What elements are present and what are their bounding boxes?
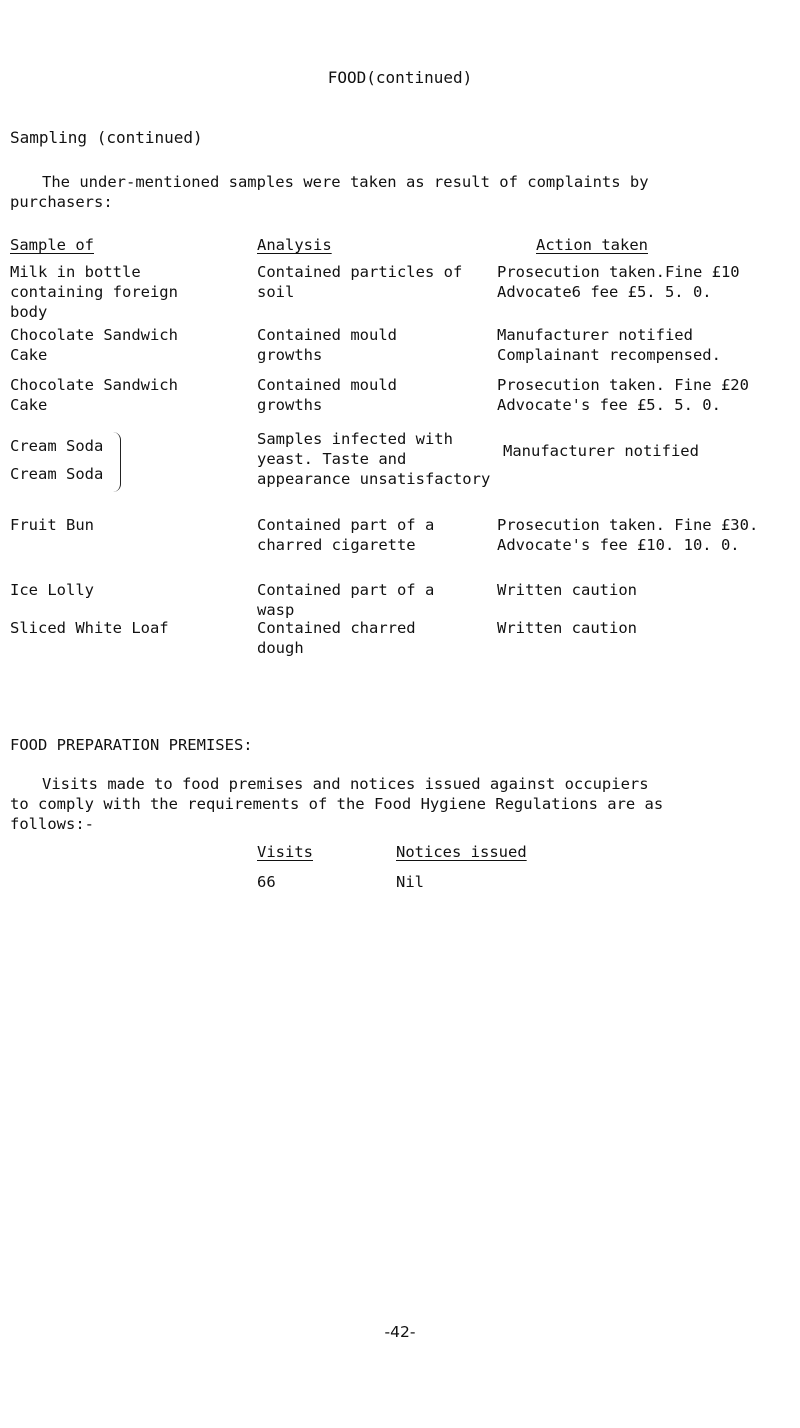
action-cell: Manufacturer notified	[503, 442, 699, 460]
sample-cell: Ice Lolly	[10, 581, 94, 599]
page-header: FOOD(continued)	[327, 68, 473, 87]
bracket	[112, 432, 121, 492]
visits-value: 66	[257, 873, 276, 891]
sample-cell: Chocolate Sandwich Cake	[10, 376, 178, 414]
visits-header: Visits	[257, 843, 313, 861]
action-cell: Written caution	[497, 619, 637, 637]
analysis-cell: Contained mould growths	[257, 326, 397, 364]
action-cell: Written caution	[497, 581, 637, 599]
sample-cell: Chocolate Sandwich Cake	[10, 326, 178, 364]
notices-header: Notices issued	[396, 843, 527, 861]
analysis-cell: Contained charred dough	[257, 619, 416, 657]
col-header-sample: Sample of	[10, 236, 94, 254]
premises-para-line-3: follows:-	[10, 815, 94, 833]
intro-line-2: purchasers:	[10, 193, 113, 211]
analysis-cell: Contained part of a wasp	[257, 581, 435, 619]
premises-para-line-1: Visits made to food premises and notices issued against occupiers	[42, 775, 649, 793]
analysis-cell: Contained part of a charred cigarette	[257, 516, 435, 554]
analysis-cell: Samples infected with yeast. Taste and appearance unsatisfactory	[257, 430, 491, 488]
notices-value: Nil	[396, 873, 424, 891]
section-heading-premises: FOOD PREPARATION PREMISES:	[10, 736, 253, 754]
action-cell: Prosecution taken. Fine £20 Advocate's fee £5. 5. 0.	[497, 376, 749, 414]
analysis-cell: Contained mould growths	[257, 376, 397, 414]
sample-cell: Milk in bottle containing foreign body	[10, 263, 178, 321]
page-number: -42-	[384, 1323, 416, 1341]
action-cell: Prosecution taken.Fine £10 Advocate6 fee £5. 5. 0.	[497, 263, 740, 301]
sample-cell: Sliced White Loaf	[10, 619, 169, 637]
sample-cell: Fruit Bun	[10, 516, 94, 534]
action-cell: Manufacturer notified Complainant recompensed.	[497, 326, 721, 364]
intro-line-1: The under-mentioned samples were taken as result of complaints by	[42, 173, 649, 191]
premises-para-line-2: to comply with the requirements of the Food Hygiene Regulations are as	[10, 795, 664, 813]
col-header-analysis: Analysis	[257, 236, 332, 254]
section-heading-sampling: Sampling (continued)	[10, 128, 203, 147]
sample-cell: Cream Soda Cream Soda	[10, 437, 104, 483]
action-cell: Prosecution taken. Fine £30. Advocate's fee £10. 10. 0.	[497, 516, 759, 554]
col-header-action: Action taken	[536, 236, 648, 254]
analysis-cell: Contained particles of soil	[257, 263, 463, 301]
